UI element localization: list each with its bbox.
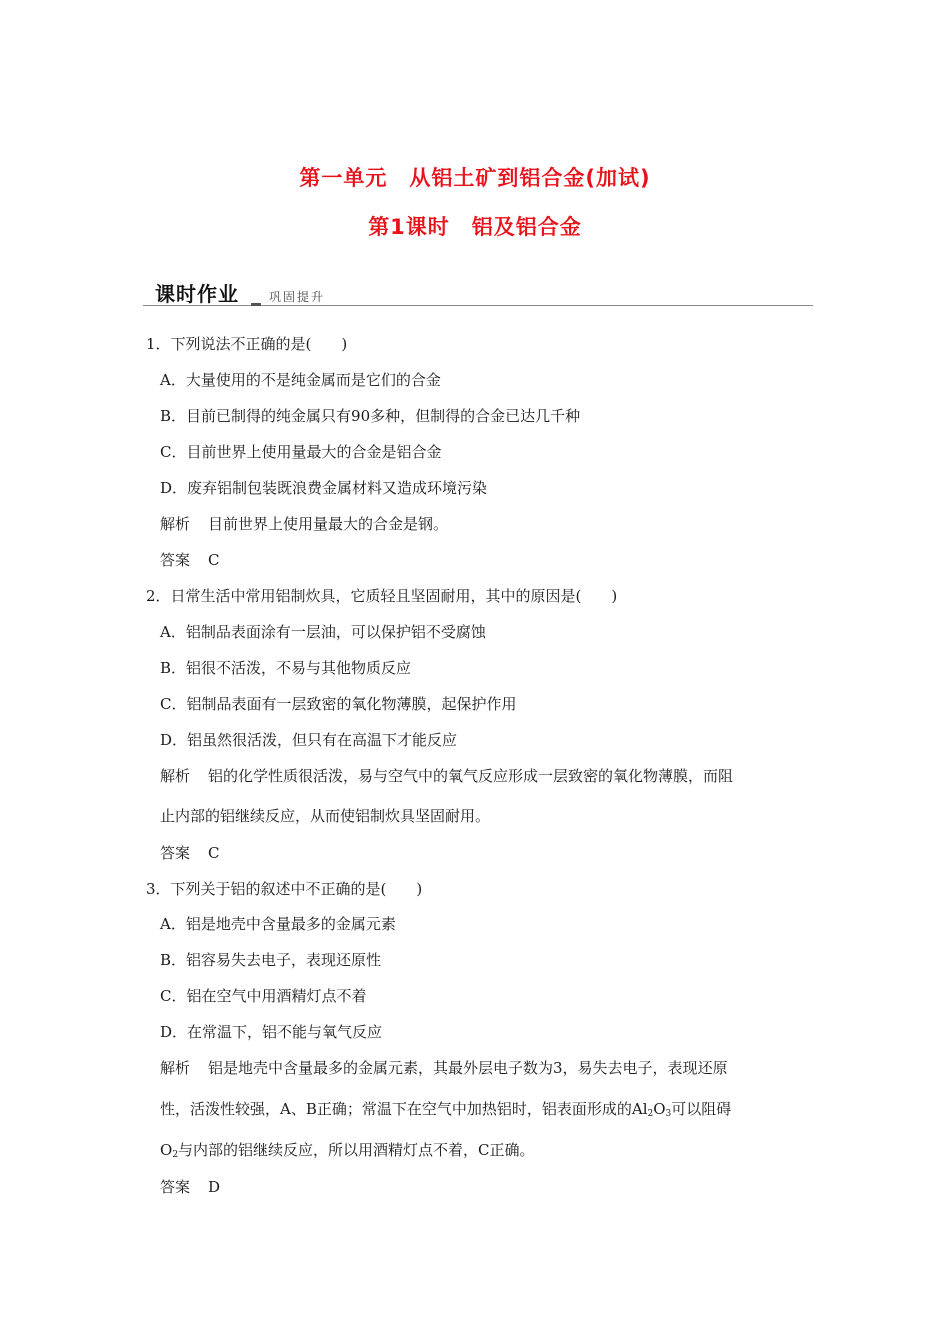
banner-heading: 课时作业 (155, 282, 239, 306)
analysis-line (160, 514, 448, 534)
formula-o2: $O_2$ (160, 1141, 179, 1160)
formula-al2o3: $Al_2O_3$ (631, 1100, 672, 1119)
banner-accent-mark (251, 303, 261, 306)
option-d: D．废弃铝制包装既浪费金属材料又造成环境污染 (160, 479, 488, 497)
analysis-line (160, 1058, 728, 1078)
analysis-text: 与内部的铝继续反应，所以用酒精灯点不着，C正确。 (178, 1141, 535, 1159)
analysis-text: 铝是地壳中含量最多的金属元素，其最外层电子数为3，易失去电子，表现还原 (208, 1059, 728, 1077)
answer-value: D (208, 1178, 221, 1196)
option-a: A．大量使用的不是纯金属而是它们的合金 (160, 371, 441, 389)
section-banner (143, 281, 813, 306)
banner-subheading: 巩固提升 (269, 290, 326, 304)
option-b: B．铝很不活泼，不易与其他物质反应 (160, 659, 412, 677)
option-c: C．铝在空气中用酒精灯点不着 (160, 987, 367, 1005)
analysis-continuation: 止内部的铝继续反应，从而使铝制炊具坚固耐用。 (160, 807, 491, 825)
page-title: 第一单元 从铝土矿到铝合金(加试) (299, 166, 651, 190)
analysis-continuation (160, 1140, 535, 1160)
answer-line (160, 1177, 220, 1197)
option-d: D．铝虽然很活泼，但只有在高温下才能反应 (160, 731, 458, 749)
analysis-continuation (160, 1099, 731, 1119)
option-d: D．在常温下，铝不能与氧气反应 (160, 1023, 383, 1041)
analysis-label: 解析 (160, 1059, 191, 1077)
question-stem: 1．下列说法不正确的是( ) (146, 335, 348, 353)
analysis-text: 目前世界上使用量最大的合金是钢。 (208, 515, 449, 533)
analysis-label: 解析 (160, 767, 191, 785)
answer-label: 答案 (160, 844, 191, 862)
analysis-label: 解析 (160, 515, 191, 533)
analysis-text: 性，活泼性较强，A、B正确；常温下在空气中加热铝时，铝表面形成的 (160, 1100, 632, 1118)
question-stem: 3．下列关于铝的叙述中不正确的是( ) (146, 880, 423, 898)
option-b: B．铝容易失去电子，表现还原性 (160, 951, 382, 969)
analysis-text: 可以阻碍 (671, 1100, 732, 1118)
answer-label: 答案 (160, 551, 191, 569)
option-a: A．铝制品表面涂有一层油，可以保护铝不受腐蚀 (160, 623, 486, 641)
question-stem: 2．日常生活中常用铝制炊具，它质轻且坚固耐用，其中的原因是( ) (146, 587, 618, 605)
option-c: C．铝制品表面有一层致密的氧化物薄膜，起保护作用 (160, 695, 517, 713)
answer-label: 答案 (160, 1178, 191, 1196)
option-b: B．目前已制得的纯金属只有90多种，但制得的合金已达几千种 (160, 407, 581, 425)
answer-value: C (208, 551, 220, 569)
option-c: C．目前世界上使用量最大的合金是铝合金 (160, 443, 442, 461)
lesson-subtitle: 第1课时 铝及铝合金 (368, 215, 582, 239)
option-a: A．铝是地壳中含量最多的金属元素 (160, 915, 396, 933)
analysis-text: 铝的化学性质很活泼，易与空气中的氧气反应形成一层致密的氧化物薄膜，而阻 (208, 767, 734, 785)
answer-line (160, 843, 220, 863)
analysis-line (160, 766, 733, 786)
answer-line (160, 550, 220, 570)
answer-value: C (208, 844, 220, 862)
